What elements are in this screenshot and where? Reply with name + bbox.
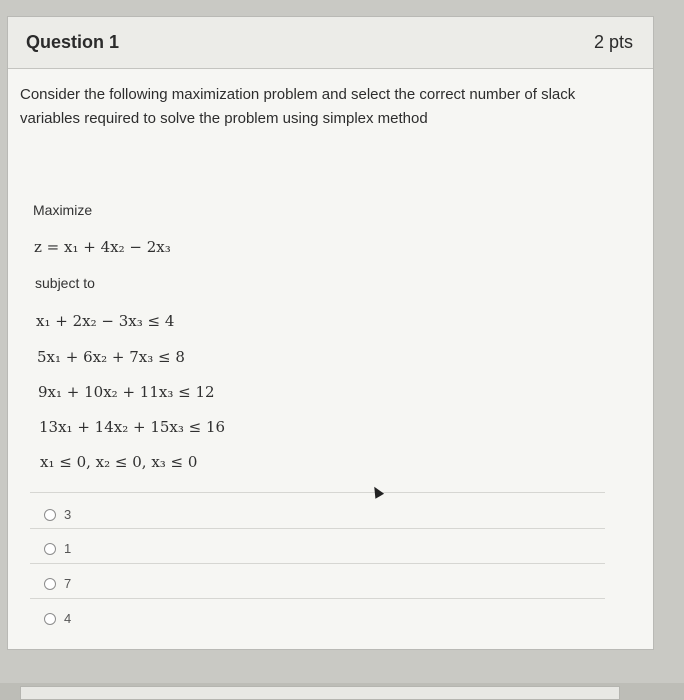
- subject-to-label: subject to: [35, 275, 95, 291]
- constraint-1: x₁ + 2x₂ − 3x₃ ≤ 4: [36, 312, 175, 330]
- constraint-nonpositivity: x₁ ≤ 0, x₂ ≤ 0, x₃ ≤ 0: [40, 453, 198, 471]
- answer-option-2[interactable]: [44, 541, 71, 556]
- option-label: 7: [64, 576, 72, 591]
- constraint-4: 13x₁ + 14x₂ + 15x₃ ≤ 16: [39, 418, 226, 436]
- option-label: 1: [64, 541, 72, 556]
- answer-option-4[interactable]: [44, 611, 71, 626]
- maximize-label: Maximize: [33, 202, 93, 218]
- option-label: 4: [64, 611, 72, 626]
- radio-button[interactable]: [44, 578, 56, 590]
- divider: [30, 492, 605, 493]
- radio-button[interactable]: [44, 509, 56, 521]
- radio-button[interactable]: [44, 613, 56, 625]
- next-question-bar[interactable]: [20, 686, 620, 700]
- option-label: 3: [64, 507, 72, 522]
- answer-option-1[interactable]: [44, 507, 71, 522]
- question-points: 2 pts: [593, 32, 633, 52]
- question-prompt: Consider the following maximization problem and select the correct number of slack variables required to solve the problem using simplex method: [20, 86, 576, 127]
- objective-function: z = x₁ + 4x₂ − 2x₃: [34, 238, 171, 256]
- constraint-2: 5x₁ + 6x₂ + 7x₃ ≤ 8: [37, 348, 185, 366]
- radio-button[interactable]: [44, 543, 56, 555]
- divider: [30, 598, 605, 599]
- constraint-3: 9x₁ + 10x₂ + 11x₃ ≤ 12: [38, 383, 215, 401]
- divider: [30, 563, 605, 564]
- divider: [30, 528, 605, 529]
- answer-option-3[interactable]: [44, 576, 71, 591]
- question-header: [8, 17, 653, 69]
- question-title: Question 1: [26, 32, 120, 52]
